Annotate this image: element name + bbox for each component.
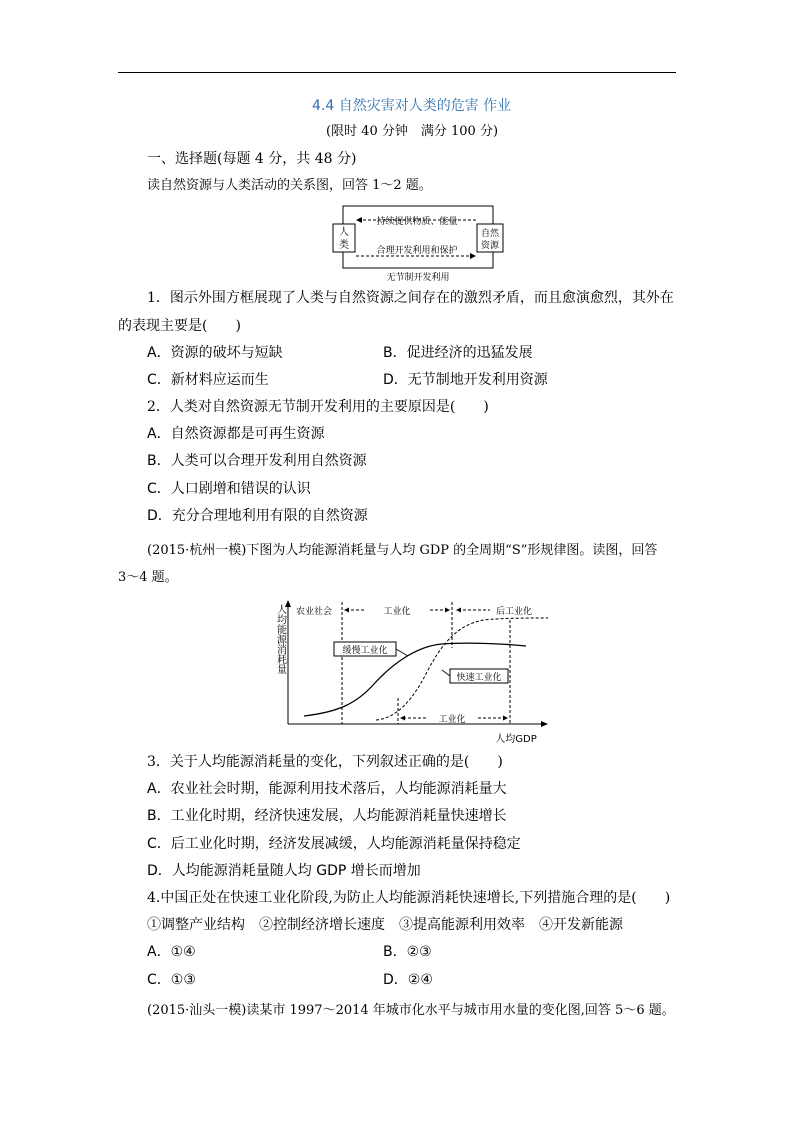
section-heading: 一、选择题(每题 4 分，共 48 分) bbox=[147, 151, 357, 167]
q2-option-c: C．人口剧增和错误的认识 bbox=[147, 481, 311, 497]
q1-stem-cont: 的表现主要是( ) bbox=[118, 318, 241, 334]
svg-text:类: 类 bbox=[339, 240, 349, 251]
diagram-top-arrow-label: 持续提供物质、能量 bbox=[376, 217, 458, 227]
q4-option-c: C．①③ bbox=[147, 972, 196, 988]
q3-option-a: A．农业社会时期，能源利用技术落后，人均能源消耗量大 bbox=[147, 781, 507, 797]
phase-label-agricultural: 农业社会 bbox=[295, 607, 333, 617]
bottom-phase-label: 工业化 bbox=[438, 715, 466, 725]
q3-option-c: C．后工业化时期，经济发展减缓，人均能源消耗量保持稳定 bbox=[147, 836, 521, 852]
q2-option-b: B．人类可以合理开发利用自然资源 bbox=[147, 453, 367, 469]
resource-diagram bbox=[328, 202, 508, 284]
q4-option-a: A．①④ bbox=[147, 944, 196, 960]
q4-stem: 4.中国正处在快速工业化阶段,为防止人均能源消耗快速增长,下列措施合理的是( ) bbox=[147, 890, 671, 906]
diagram-bottom-arrow-label: 无节制开发利用 bbox=[386, 273, 450, 283]
q4-option-d: D．②④ bbox=[383, 972, 433, 988]
page-title: 4.4 自然灾害对人类的危害 作业 bbox=[312, 98, 512, 114]
q2-option-d: D．充分合理地利用有限的自然资源 bbox=[147, 508, 368, 524]
phase-label-industrialization: 工业化 bbox=[383, 607, 411, 617]
q3-option-d: D．人均能源消耗量随人均 GDP 增长而增加 bbox=[147, 863, 421, 879]
q3-stem: 3．关于人均能源消耗量的变化，下列叙述正确的是( ) bbox=[147, 754, 503, 770]
q1-option-b: B．促进经济的迅猛发展 bbox=[383, 345, 533, 361]
slow-industrialization-label: 缓慢工业化 bbox=[342, 646, 388, 656]
svg-text:资源: 资源 bbox=[480, 241, 500, 251]
phase-label-post-industrial: 后工业化 bbox=[495, 607, 533, 617]
page-subtitle: (限时 40 分钟 满分 100 分) bbox=[326, 124, 499, 139]
q4-measures: ①调整产业结构 ②控制经济增长速度 ③提高能源利用效率 ④开发新能源 bbox=[147, 917, 623, 933]
resource-box-label: 自然 bbox=[480, 229, 500, 239]
q1-stem: 1．图示外围方框展现了人类与自然资源之间存在的激烈矛盾，而且愈演愈烈，其外在 bbox=[147, 290, 674, 306]
human-box-label: 人 bbox=[339, 227, 349, 238]
q2-stem: 2．人类对自然资源无节制开发利用的主要原因是( ) bbox=[147, 399, 489, 415]
header-rule bbox=[118, 72, 676, 73]
q2-option-a: A．自然资源都是可再生资源 bbox=[147, 426, 325, 442]
q1-option-a: A．资源的破坏与短缺 bbox=[147, 345, 283, 361]
q1-option-c: C．新材料应运而生 bbox=[147, 372, 269, 388]
q4-option-b: B．②③ bbox=[383, 944, 432, 960]
diagram-middle-arrow-label: 合理开发利用和保护 bbox=[376, 246, 458, 256]
fast-industrialization-label: 快速工业化 bbox=[456, 673, 502, 683]
intro-q3-4-cont: 3～4 题。 bbox=[118, 570, 178, 585]
q1-option-d: D．无节制地开发利用资源 bbox=[383, 372, 548, 388]
energy-gdp-diagram bbox=[268, 598, 550, 748]
intro-q5-6: (2015·汕头一模)读某市 1997～2014 年城市化水平与城市用水量的变化图,回答 5～6 题。 bbox=[147, 1003, 675, 1018]
intro-q1-2: 读自然资源与人类活动的关系图，回答 1～2 题。 bbox=[147, 178, 432, 193]
y-axis-label: 人均能源消耗量 bbox=[274, 604, 286, 674]
x-axis-label: 人均GDP bbox=[495, 734, 537, 745]
intro-q3-4: (2015·杭州一模)下图为人均能源消耗量与人均 GDP 的全周期“S”形规律图。读图，回答 bbox=[147, 543, 658, 558]
q3-option-b: B．工业化时期，经济快速发展，人均能源消耗量快速增长 bbox=[147, 808, 507, 824]
